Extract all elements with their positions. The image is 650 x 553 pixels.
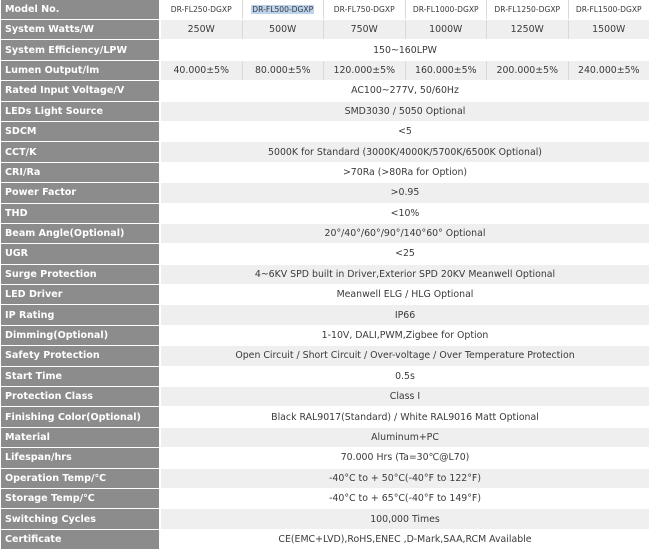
spec-row xyxy=(1,407,649,427)
spec-row xyxy=(1,469,649,489)
value-cell: 1250W xyxy=(487,20,569,39)
row-values xyxy=(161,407,649,426)
row-label: Certificate xyxy=(1,530,161,549)
spec-row xyxy=(1,367,649,387)
row-label: CRI/Ra xyxy=(1,163,161,182)
value-cell-merged: <25 xyxy=(161,244,649,263)
row-label: Dimming(Optional) xyxy=(1,326,161,345)
value-cell-merged: 1-10V, DALI,PWM,Zigbee for Option xyxy=(161,326,649,345)
row-label: System Watts/W xyxy=(1,20,161,39)
row-label: IP Rating xyxy=(1,305,161,324)
row-label: Rated Input Voltage/V xyxy=(1,81,161,100)
value-cell-merged: Meanwell ELG / HLG Optional xyxy=(161,285,649,304)
row-values xyxy=(161,509,649,528)
row-values xyxy=(161,469,649,488)
value-cell: 1000W xyxy=(406,20,488,39)
spec-row xyxy=(1,346,649,366)
spec-row xyxy=(1,61,649,81)
row-values xyxy=(161,326,649,345)
spec-row xyxy=(1,326,649,346)
row-label: Power Factor xyxy=(1,183,161,202)
value-cell-merged: AC100~277V, 50/60Hz xyxy=(161,81,649,100)
value-cell-merged: Black RAL9017(Standard) / White RAL9016 Matt Optional xyxy=(161,407,649,426)
spec-row xyxy=(1,183,649,203)
row-label: Protection Class xyxy=(1,387,161,406)
row-label: Lifespan/hrs xyxy=(1,448,161,467)
value-cell: 80.000±5% xyxy=(243,61,325,80)
spec-row xyxy=(1,204,649,224)
row-values xyxy=(161,285,649,304)
value-cell-merged: 150~160LPW xyxy=(161,40,649,59)
row-values xyxy=(161,183,649,202)
row-label: Surge Protection xyxy=(1,265,161,284)
spec-row xyxy=(1,142,649,162)
row-label: CCT/K xyxy=(1,142,161,161)
row-label: Switching Cycles xyxy=(1,509,161,528)
value-cell: 200.000±5% xyxy=(487,61,569,80)
spec-row xyxy=(1,489,649,509)
value-cell: 240.000±5% xyxy=(569,61,650,80)
row-values xyxy=(161,142,649,161)
row-values xyxy=(161,265,649,284)
row-values xyxy=(161,428,649,447)
spec-row xyxy=(1,81,649,101)
spec-row xyxy=(1,305,649,325)
model-header-cell xyxy=(569,0,650,19)
model-header-cell xyxy=(487,0,569,19)
value-cell-merged: <5 xyxy=(161,122,649,141)
value-cell: 250W xyxy=(161,20,243,39)
spec-row xyxy=(1,265,649,285)
model-name: DR-FL250-DGXP xyxy=(170,5,232,14)
row-label: SDCM xyxy=(1,122,161,141)
spec-row xyxy=(1,428,649,448)
value-cell-merged: 20°/40°/60°/90°/140°60° Optional xyxy=(161,224,649,243)
row-label: Material xyxy=(1,428,161,447)
row-values xyxy=(161,346,649,365)
row-label: Safety Protection xyxy=(1,346,161,365)
value-cell-merged: >70Ra (>80Ra for Option) xyxy=(161,163,649,182)
value-cell-merged: -40°C to + 65°C(-40°F to 149°F) xyxy=(161,489,649,508)
value-cell-merged: 70.000 Hrs (Ta=30℃@L70) xyxy=(161,448,649,467)
value-cell: 160.000±5% xyxy=(406,61,488,80)
row-values xyxy=(161,81,649,100)
value-cell: 40.000±5% xyxy=(161,61,243,80)
row-values xyxy=(161,204,649,223)
row-label: Beam Angle(Optional) xyxy=(1,224,161,243)
model-name: DR-FL750-DGXP xyxy=(333,5,395,14)
row-values xyxy=(161,224,649,243)
row-values xyxy=(161,530,649,549)
value-cell-merged: -40°C to + 50°C(-40°F to 122°F) xyxy=(161,469,649,488)
value-cell-merged: 100,000 Times xyxy=(161,509,649,528)
spec-row xyxy=(1,40,649,60)
row-label: THD xyxy=(1,204,161,223)
row-label: UGR xyxy=(1,244,161,263)
spec-row xyxy=(1,244,649,264)
model-header-cell xyxy=(324,0,406,19)
value-cell-merged: CE(EMC+LVD),RoHS,ENEC ,D-Mark,SAA,RCM Available xyxy=(161,530,649,549)
value-cell-merged: 4~6KV SPD built in Driver,Exterior SPD 20KV Meanwell Optional xyxy=(161,265,649,284)
row-values xyxy=(161,61,649,80)
spec-row xyxy=(1,20,649,40)
model-cells xyxy=(161,0,649,19)
value-cell-merged: IP66 xyxy=(161,305,649,324)
spec-row xyxy=(1,509,649,529)
row-values xyxy=(161,305,649,324)
header-row xyxy=(1,0,649,20)
spec-row xyxy=(1,224,649,244)
value-cell-merged: 0.5s xyxy=(161,367,649,386)
value-cell: 1500W xyxy=(569,20,650,39)
value-cell-merged: Open Circuit / Short Circuit / Over-voltage / Over Temperature Protection xyxy=(161,346,649,365)
spec-row xyxy=(1,387,649,407)
value-cell: 120.000±5% xyxy=(324,61,406,80)
value-cell-merged: Class I xyxy=(161,387,649,406)
model-name: DR-FL1250-DGXP xyxy=(494,5,561,14)
spec-row xyxy=(1,122,649,142)
row-label: Operation Temp/℃ xyxy=(1,469,161,488)
model-header-cell xyxy=(406,0,488,19)
row-values xyxy=(161,489,649,508)
model-header-cell xyxy=(243,0,325,19)
spec-row xyxy=(1,448,649,468)
spec-row xyxy=(1,102,649,122)
row-label: LEDs Light Source xyxy=(1,102,161,121)
row-values xyxy=(161,122,649,141)
value-cell-merged: SMD3030 / 5050 Optional xyxy=(161,102,649,121)
value-cell: 500W xyxy=(243,20,325,39)
value-cell-merged: 5000K for Standard (3000K/4000K/5700K/6500K Optional) xyxy=(161,142,649,161)
row-values xyxy=(161,40,649,59)
row-values xyxy=(161,163,649,182)
row-values xyxy=(161,20,649,39)
value-cell: 750W xyxy=(324,20,406,39)
row-label: Start Time xyxy=(1,367,161,386)
model-header-cell xyxy=(161,0,243,19)
row-label: Model No. xyxy=(1,0,161,19)
row-label: Storage Temp/℃ xyxy=(1,489,161,508)
model-name: DR-FL1000-DGXP xyxy=(412,5,479,14)
value-cell-merged: >0.95 xyxy=(161,183,649,202)
spec-table xyxy=(1,0,649,550)
row-values xyxy=(161,102,649,121)
row-label: System Efficiency/LPW xyxy=(1,40,161,59)
spec-row xyxy=(1,285,649,305)
model-name: DR-FL500-DGXP xyxy=(252,5,314,14)
row-values xyxy=(161,244,649,263)
model-name: DR-FL1500-DGXP xyxy=(575,5,642,14)
row-label: Finishing Color(Optional) xyxy=(1,407,161,426)
row-label: Lumen Output/lm xyxy=(1,61,161,80)
row-label: LED Driver xyxy=(1,285,161,304)
spec-row xyxy=(1,530,649,550)
row-values xyxy=(161,367,649,386)
row-values xyxy=(161,387,649,406)
row-values xyxy=(161,448,649,467)
value-cell-merged: Aluminum+PC xyxy=(161,428,649,447)
value-cell-merged: <10% xyxy=(161,204,649,223)
spec-row xyxy=(1,163,649,183)
